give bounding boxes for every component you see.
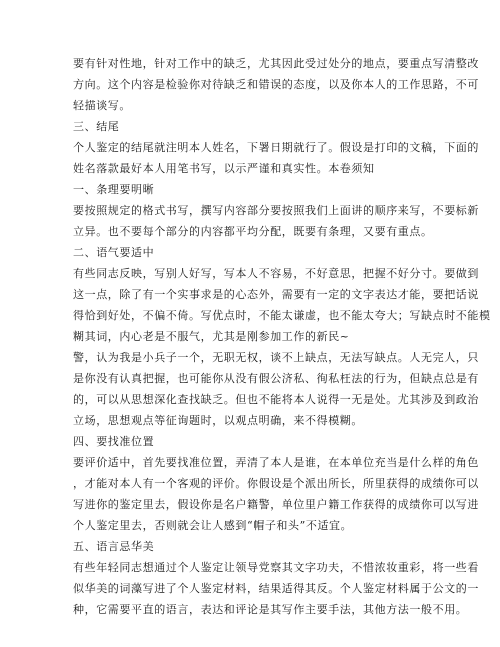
paragraph-line: 糊其词，内心老是不服气，尤其是刚参加工作的新民~: [73, 330, 350, 343]
paragraph-line: 要有针对性地，针对工作中的缺乏，尤其因此受过处分的地点，要重点写清整改: [73, 57, 479, 70]
paragraph-line: ，才能对本人有一个客观的评价。你假设是个派出所长，所里获得的成绩你可以: [73, 477, 479, 490]
section-heading-conclusion: 三、结尾: [73, 120, 120, 133]
paragraph-line: 姓名落款最好本人用笔书写，以示严谨和真实性。本卷须知: [73, 162, 375, 175]
paragraph-line: 立场，思想观点等征询题时，以观点明确，来不得模糊。: [73, 414, 363, 427]
paragraph-line: 要评价适中，首先要找准位置，弄清了本人是谁，在本单位充当是什么样的角色: [73, 456, 479, 469]
paragraph-line: 有些年轻同志想通过个人鉴定让领导党察其文字功夫，不惜浓妆重彩，将一些看: [73, 561, 479, 574]
paragraph-line: 轻描谈写。: [73, 99, 131, 112]
paragraph-line: 似华美的词藻写进了个人鉴定材料，结果适得其反。个人鉴定材料属于公文的一: [73, 582, 479, 595]
paragraph-line: 的，可以从思想深化查找缺乏。但也不能将本人说得一无是处。尤其涉及到政治: [73, 393, 479, 406]
paragraph-line: 个人鉴定里去，否则就会让人感到“帽子和头”不适宜。: [73, 519, 353, 532]
section-heading-clarity: 一、条理要明晰: [73, 183, 155, 196]
paragraph-line: 警，认为我是小兵子一个，无职无权，谈不上缺点，无法写缺点。人无完人，只: [73, 351, 479, 364]
paragraph-line: 这一点，除了有一个实事求是的心态外，需要有一定的文字表达才能，要把话说: [73, 288, 479, 301]
paragraph-line: 个人鉴定的结尾就注明本人姓名，下署日期就行了。假设是打印的文稿，下面的: [73, 141, 479, 154]
section-heading-language: 五、语言忌华美: [73, 540, 155, 553]
paragraph-line: 有些同志反映，写别人好写，写本人不容易，不好意思，把握不好分寸。要做到: [73, 267, 479, 280]
paragraph-line: 方向。这个内容是检验你对待缺乏和错误的态度，以及你本人的工作思路，不可: [73, 78, 479, 91]
paragraph-line: 写进你的鉴定里去，假设你是名户籍警，单位里户籍工作获得的成绩你可以写进: [73, 498, 479, 511]
section-heading-position: 四、要找准位置: [73, 435, 155, 448]
paragraph-line: 立异。也不要每个部分的内容都平均分配，既要有条理，又要有重点。: [73, 225, 433, 238]
section-heading-tone: 二、语气要适中: [73, 246, 155, 259]
paragraph-line: 种，它需要平直的语言，表达和评论是其写作主要手法，其他方法一般不用。: [73, 603, 468, 616]
paragraph-line: 得恰到好处，不偏不倚。写优点时，不能太谦虚，也不能太夸大；写缺点时不能模: [73, 309, 491, 322]
paragraph-line: 要按照规定的格式书写，撰写内容部分要按照我们上面讲的顺序来写，不要标新: [73, 204, 479, 217]
paragraph-line: 是你没有认真把握，也可能你从没有假公济私、徇私枉法的行为，但缺点总是有: [73, 372, 479, 385]
